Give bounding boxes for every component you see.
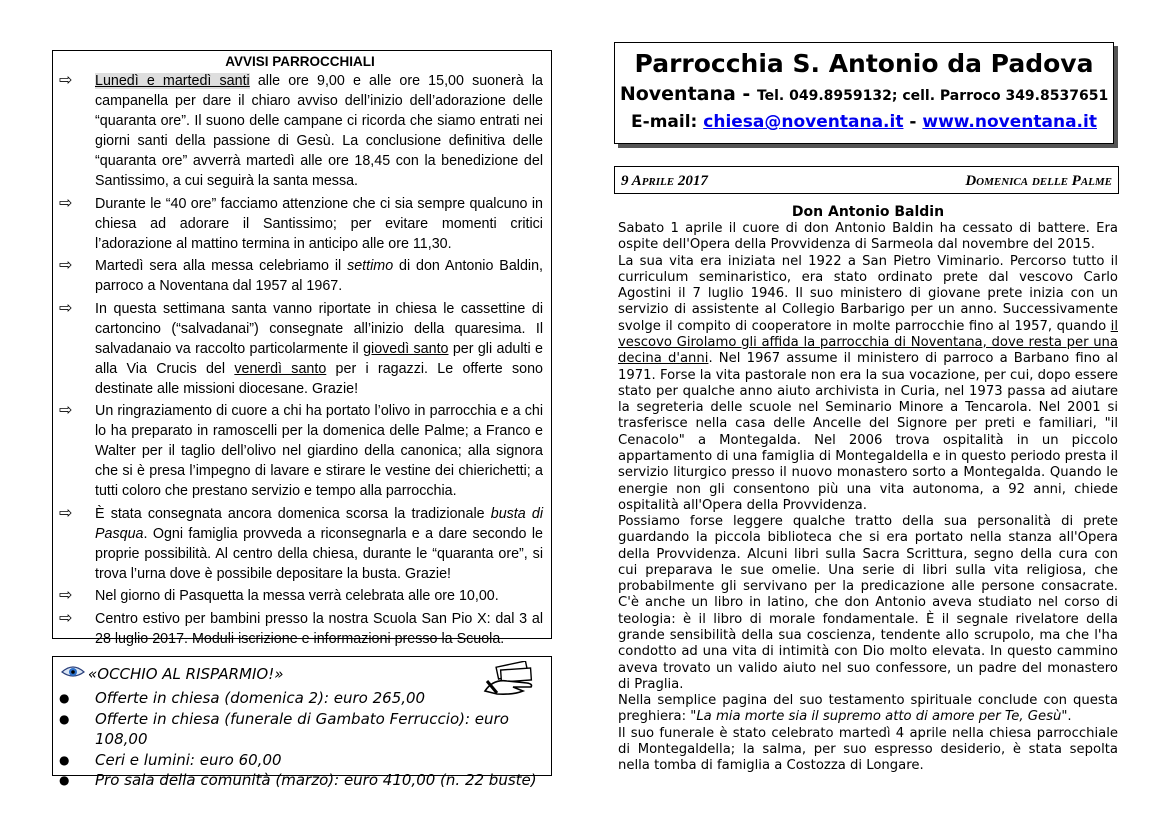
list-item: ● Pro sala della comunità (marzo): euro 410,00 (n. 22 buste) — [59, 771, 537, 789]
parish-name: Parrocchia S. Antonio da Padova — [634, 49, 1094, 78]
arrow-icon: ⇨ — [59, 402, 73, 419]
masthead — [614, 42, 1114, 144]
paragraph: Nella semplice pagina del suo testamento spirituale conclude con questa preghiera: "La mia morte sia il supremo atto di amore per Te, Gesù". — [618, 693, 1118, 725]
notice-item: ⇨ È stata consegnata ancora domenica scorsa la tradizionale busta di Pasqua. Ogni famiglia provveda a riconsegnarla e a dare secondo le proprie possibilità. Al centro della chiesa, durante le “quaranta ore”, si trova l’urna dove è possibile depositare la busta. Grazie! — [59, 504, 544, 582]
arrow-icon: ⇨ — [59, 609, 73, 627]
issue-date: 9 Aprile 2017 — [621, 173, 708, 189]
bullet-icon: ● — [59, 752, 70, 767]
arrow-icon: ⇨ — [59, 587, 73, 604]
article-title: Don Antonio Baldin — [791, 204, 945, 220]
web-line: E-mail: chiesa@noventana.it - www.noventana.it — [631, 112, 1097, 132]
arrow-icon: ⇨ — [59, 194, 73, 212]
avvisi-title: AVVISI PARROCCHIALI — [225, 54, 375, 69]
bullet-icon: ● — [59, 711, 70, 726]
arrow-icon: ⇨ — [59, 257, 73, 274]
paragraph: Possiamo forse leggere qualche tratto della sua personalità di prete guardando la piccola biblioteca che si era portato nella stanza all'Opera della Provvidenza. Alcuni libri sulla Sacra Scrittura, segno della cura con cui preparava le sue omelie. Una serie di libri sulla vita religiosa, che probabilmente gli servivano per la predicazione alle persone consacrate. C'è anche un libro in latino, che don Antonio aveva studiato nel corso di teologia: è il libro di morale fondamentale. È il segnale rivelatore della grande sensibilità della sua coscienza, tendente allo scrupolo, ma che l'ha condotto ad una vita di intimità con Dio molto elevata. In questo cammino aveva trovato un valido aiuto nel suo confessore, un padre del monastero di Praglia. — [618, 514, 1118, 692]
notice-item: ⇨ Lunedì e martedì santi alle ore 9,00 e alle ore 15,00 suonerà la campanella per dare il chiaro avviso dell’inizio dell’adorazione delle “quaranta ore”. Il suono delle campane ci ricorda che siamo entrati nei giorni santi della passione di Gesù. La conclusione definitiva delle “quaranta ore” avverrà martedì alle ore 18,45 con la benedizione del Santissimo, a cui seguirà la santa messa. — [59, 72, 544, 189]
article — [618, 204, 1118, 775]
offerings-list — [59, 688, 549, 791]
arrow-icon: ⇨ — [59, 504, 73, 522]
website-link[interactable]: www.noventana.it — [922, 112, 1097, 132]
eye-icon — [61, 665, 85, 679]
arrow-icon: ⇨ — [59, 72, 73, 89]
occhio-title: «OCCHIO AL RISPARMIO!» — [88, 665, 284, 683]
bullet-icon: ● — [59, 773, 70, 787]
bullet-icon: ● — [59, 691, 70, 705]
date-band — [614, 166, 1119, 194]
notice-item: ⇨ Centro estivo per bambini presso la nostra Scuola San Pio X: dal 3 al 28 luglio 2017. Moduli iscrizione e informazioni presso la Scuola. — [59, 609, 543, 647]
paragraph: La sua vita era iniziata nel 1922 a San Pietro Viminario. Percorso tutto il curriculum seminaristico, era stato ordinato prete dal vescovo Carlo Agostini il 7 luglio 1946. Il suo ministero di giovane prete inizia con un servizio di assistente al Collegio Barbarigo per un anno. Successivamente svolge il compito di cooperatore in molte parrocchie fino al 1957, quando il vescovo Girolamo gli affida la parrocchia di Noventana, dove resta per una decina d'anni. Nel 1967 assume il ministero di parroco a Barbano fino al 1971. Forse la vita pastorale non era la sua vocazione, per cui, dopo essere stato per qualche anno aiuto archivista in Curia, nel 1973 passa ad aiutare la segreteria delle scuole nel Seminario Minore a Tencarola. Nel 2001 si trasferisce nella casa delle Ancelle del Signore per preti e familiari, "il Cenacolo" a Montegalda. Nel 2006 trova ospitalità in un piccolo appartamento di una famiglia di Montegaldella e in questo periodo presta il servizio liturgico presso il nuovo monastero sorto a Montegalda. Quando le energie non gli consentono più una vita autonoma, a 92 anni, chiede ospitalità all'Opera della Provvidenza. — [618, 253, 1118, 513]
contact-line: Noventana - Tel. 049.8959132; cell. Parroco 349.8537651 — [619, 83, 1109, 105]
notice-item: ⇨ Un ringraziamento di cuore a chi ha portato l’olivo in parrocchia e a chi lo ha preparato in ramoscelli per la domenica delle Palme; a Franco e Walter per il taglio dell’olivo nel giardino della canonica; alla signora che si è presa l’impegno di lavare e stirare le vestine dei chierichetti; a tutti coloro che prestano servizio e tempo alla parrocchia. — [59, 402, 543, 499]
paragraph: Il suo funerale è stato celebrato martedì 4 aprile nella chiesa parrocchiale di Montegaldella; la salma, per suo espresso desiderio, è stata sepolta nella tomba di famiglia a Costozza di Longare. — [618, 725, 1118, 774]
list-item: ● Offerte in chiesa (domenica 2): euro 265,00 — [59, 689, 426, 707]
avvisi-box — [52, 50, 552, 647]
notice-item: ⇨ Durante le “40 ore” facciamo attenzione che ci sia sempre qualcuno in chiesa ad adorare il Santissimo; per evitare momenti critici l’adorazione al mattino termina in anticipo alle ore 11,30. — [59, 194, 543, 252]
occhio-box — [52, 656, 552, 789]
email-link[interactable]: chiesa@noventana.it — [703, 112, 904, 132]
list-item: ● Offerte in chiesa (funerale di Gambato Ferruccio): euro 108,00 — [59, 709, 509, 748]
liturgical-day: Domenica delle Palme — [965, 173, 1112, 189]
arrow-icon: ⇨ — [59, 299, 73, 317]
notice-item: ⇨ Nel giorno di Pasquetta la messa verrà celebrata alle ore 10,00. — [59, 587, 499, 604]
notice-item: ⇨ In questa settimana santa vanno riportate in chiesa le cassettine di cartoncino (“salvadanai”) consegnate all’inizio della quaresima. Il salvadanaio va raccolto particolarmente il giovedì santo per gli adulti e alla Via Crucis del venerdì santo per i ragazzi. Le offerte sono destinate alle missioni diocesane. Grazie! — [59, 299, 543, 397]
list-item: ● Ceri e lumini: euro 60,00 — [59, 750, 282, 769]
paragraph: Sabato 1 aprile il cuore di don Antonio Baldin ha cessato di battere. Era ospite dell'Opera della Provvidenza di Sarmeola dal novembre del 2015. — [618, 221, 1118, 253]
notice-item: ⇨ Martedì sera alla messa celebriamo il settimo di don Antonio Baldin, parroco a Noventana dal 1957 al 1967. — [59, 257, 543, 294]
